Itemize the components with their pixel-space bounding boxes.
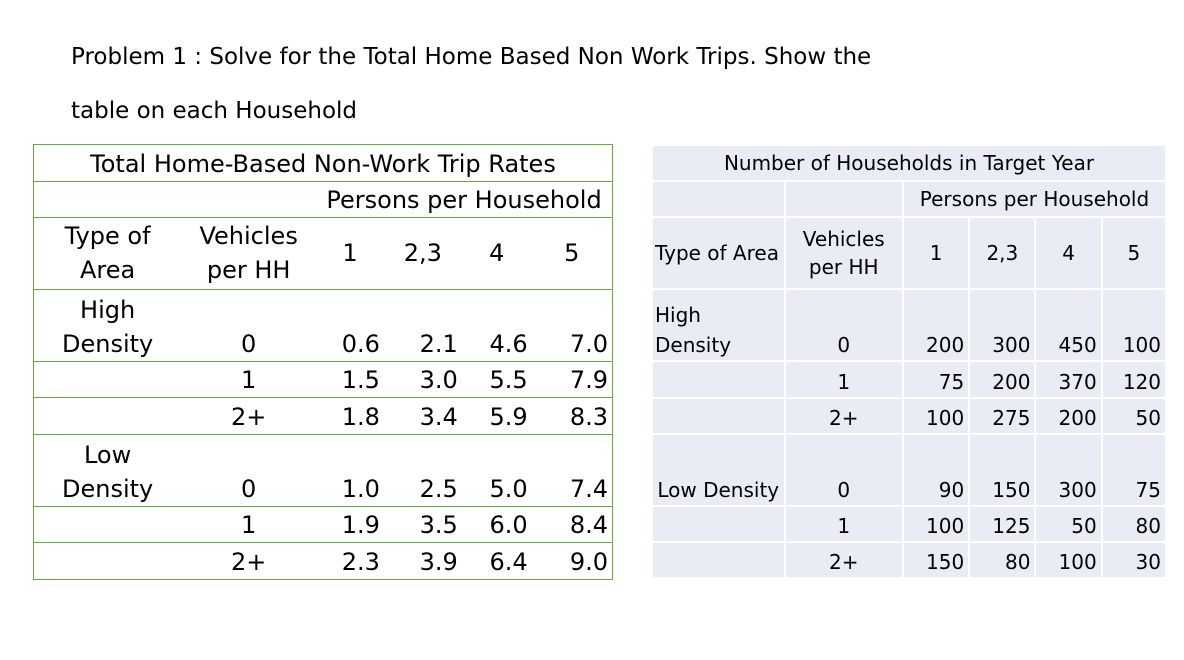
rate-cell: 0.6 xyxy=(316,289,384,361)
rate-cell: 6.4 xyxy=(489,548,528,576)
rate-cell: 7.9 xyxy=(532,361,613,398)
area-label-low: Low Density xyxy=(653,435,784,505)
rate-cell: 3.9 xyxy=(419,548,458,576)
area-label-high: High Density xyxy=(653,290,784,360)
households-col-persons: 2,3 xyxy=(970,218,1034,288)
households-title: Number of Households in Target Year xyxy=(653,146,1165,180)
households-col-vehicles: Vehicles per HH xyxy=(786,218,902,288)
table-row xyxy=(653,507,1165,541)
rate-cell: 6.0 xyxy=(462,506,532,543)
household-cell: 75 xyxy=(904,362,968,396)
household-cell: 75 xyxy=(1103,435,1165,505)
rates-col-persons: 1 xyxy=(316,218,384,290)
household-cell: 275 xyxy=(970,399,1034,433)
vehicles-cell: 1 xyxy=(786,362,902,396)
household-cell: 120 xyxy=(1103,362,1165,396)
rate-cell: 3.5 xyxy=(384,506,462,543)
vehicles-cell: 1 xyxy=(181,506,316,543)
vehicles-cell: 2+ xyxy=(181,398,316,435)
household-cell: 90 xyxy=(904,435,968,505)
table-row xyxy=(653,399,1165,433)
table-row xyxy=(653,362,1165,396)
household-cell: 80 xyxy=(1103,507,1165,541)
vehicles-cell: 2+ xyxy=(786,399,902,433)
household-cell: 370 xyxy=(1036,362,1100,396)
households-group-header: Persons per Household xyxy=(904,182,1165,216)
table-row xyxy=(653,290,1165,360)
table-row xyxy=(34,506,613,543)
households-col-type: Type of Area xyxy=(653,218,784,288)
rates-group-header: Persons per Household xyxy=(316,181,612,218)
rate-cell: 5.0 xyxy=(462,434,532,506)
household-cell: 300 xyxy=(970,290,1034,360)
households-col-persons: 5 xyxy=(1103,218,1165,288)
household-cell: 100 xyxy=(1036,543,1100,577)
vehicles-cell: 0 xyxy=(786,435,902,505)
rates-col-type: Type of Area xyxy=(34,218,182,290)
problem-line-1: Problem 1 : Solve for the Total Home Based Non Work Trips. Show the xyxy=(71,44,872,70)
rate-cell: 3.0 xyxy=(384,361,462,398)
households-col-persons: 4 xyxy=(1036,218,1100,288)
rate-cell: 3.4 xyxy=(384,398,462,435)
rates-col-vehicles: Vehicles per HH xyxy=(181,218,316,290)
household-cell: 150 xyxy=(904,543,968,577)
rate-cell: 7.4 xyxy=(532,434,613,506)
table-row xyxy=(653,543,1165,577)
households-col-persons: 1 xyxy=(904,218,968,288)
vehicles-cell: 0 xyxy=(181,434,316,506)
vehicles-cell: 1 xyxy=(786,507,902,541)
rate-cell: 8.4 xyxy=(532,506,613,543)
household-cell: 100 xyxy=(904,507,968,541)
household-cell: 150 xyxy=(970,435,1034,505)
rate-cell: 1.8 xyxy=(316,398,384,435)
rates-title: Total Home-Based Non-Work Trip Rates xyxy=(34,145,613,182)
table-row xyxy=(34,289,613,361)
rate-cell: 1.5 xyxy=(316,361,384,398)
rate-cell: 7.0 xyxy=(532,289,613,361)
rates-col-persons: 2,3 xyxy=(384,218,462,290)
household-cell: 125 xyxy=(970,507,1034,541)
rate-cell: 2.1 xyxy=(384,289,462,361)
households-table xyxy=(651,144,1167,579)
table-row xyxy=(653,435,1165,505)
rate-cell: 4.6 xyxy=(462,289,532,361)
trip-rates-table xyxy=(33,144,613,580)
household-cell: 200 xyxy=(970,362,1034,396)
household-cell: 50 xyxy=(1036,507,1100,541)
household-cell: 100 xyxy=(904,399,968,433)
vehicles-cell: 2+ xyxy=(230,548,267,576)
table-row xyxy=(34,398,613,435)
table-row xyxy=(34,434,613,506)
household-cell: 300 xyxy=(1036,435,1100,505)
rate-cell: 9.0 xyxy=(569,548,608,576)
household-cell: 450 xyxy=(1036,290,1100,360)
household-cell: 200 xyxy=(1036,399,1100,433)
rate-cell: 1.0 xyxy=(316,434,384,506)
vehicles-cell: 2+ xyxy=(786,543,902,577)
rates-col-persons: 5 xyxy=(532,218,613,290)
vehicles-cell: 0 xyxy=(181,289,316,361)
rates-col-persons: 4 xyxy=(462,218,532,290)
problem-statement xyxy=(71,30,971,138)
household-cell: 50 xyxy=(1103,399,1165,433)
area-label-low: Low Density xyxy=(34,434,182,506)
household-cell: 30 xyxy=(1103,543,1165,577)
problem-line-2: table on each Household xyxy=(71,98,358,124)
area-label-high: High Density xyxy=(34,289,182,361)
table-row xyxy=(34,361,613,398)
rate-cell: 8.3 xyxy=(532,398,613,435)
vehicles-cell: 1 xyxy=(181,361,316,398)
household-cell: 80 xyxy=(970,543,1034,577)
vehicles-cell: 0 xyxy=(786,290,902,360)
rate-cell: 5.5 xyxy=(462,361,532,398)
household-cell: 100 xyxy=(1103,290,1165,360)
rate-cell: 2.5 xyxy=(384,434,462,506)
rate-cell: 2.3 xyxy=(341,548,380,576)
table-row xyxy=(34,543,613,580)
rate-cell: 1.9 xyxy=(316,506,384,543)
rate-cell: 5.9 xyxy=(462,398,532,435)
household-cell: 200 xyxy=(904,290,968,360)
